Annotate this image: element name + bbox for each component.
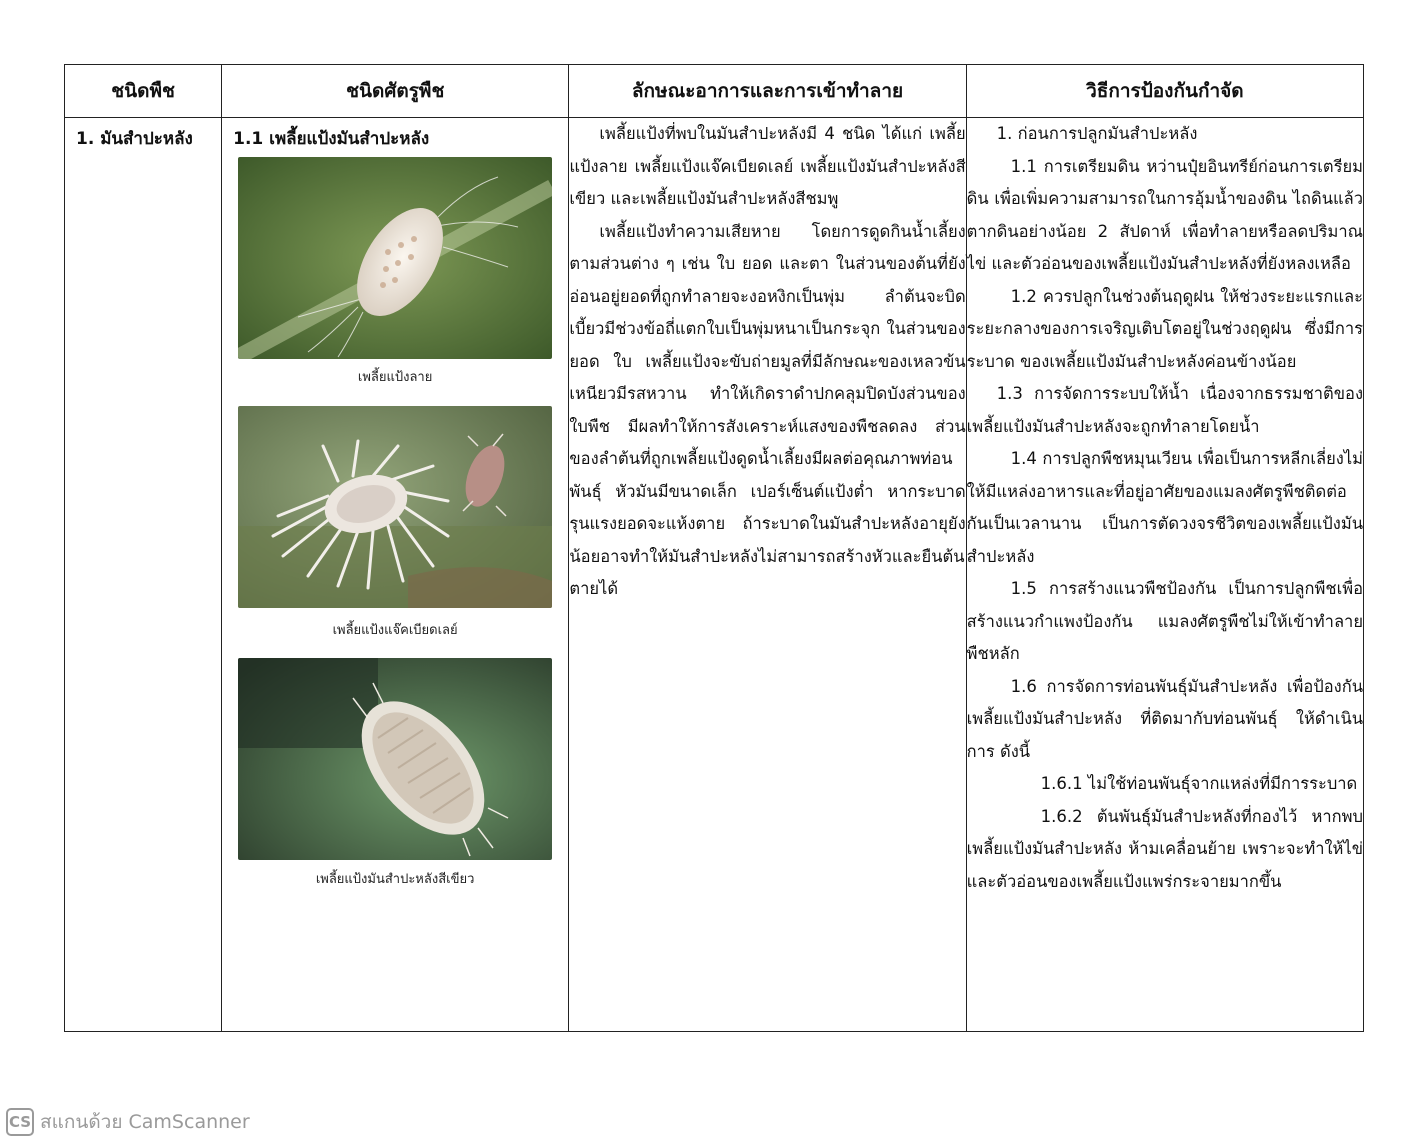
- control-item: 1.6 การจัดการท่อนพันธุ์มันสำปะหลัง เพื่อป้องกันเพลี้ยแป้งมันสำปะหลัง ที่ติดมากับท่อนพันธุ์ ให้ดำเนินการ ดังนี้: [966, 676, 1363, 761]
- control-item: 1.6.1 ไม่ใช้ท่อนพันธุ์จากแหล่งที่มีการระบาด: [1040, 774, 1358, 793]
- jack-beardsley-mealybug-photo: [238, 406, 552, 608]
- header-row: [65, 65, 1364, 118]
- header-crop-type: ชนิดพืช: [65, 65, 222, 118]
- pest-name: 1.1 เพลี้ยแป้งมันสำปะหลัง: [233, 129, 430, 149]
- table-row: [65, 118, 1364, 1032]
- control-item: 1.2 ควรปลูกในช่วงต้นฤดูฝน ให้ช่วงระยะแรกและระยะกลางของการเจริญเติบโตอยู่ในช่วงฤดูฝน ซึ่งมีการระบาด ของเพลี้ยแป้งมันสำปะหลังค่อนข้างน้อย: [966, 286, 1363, 371]
- photo-caption: เพลี้ยแป้งแจ๊คเบียดเลย์: [332, 623, 458, 638]
- control-item: 1. ก่อนการปลูกมันสำปะหลัง: [996, 124, 1198, 143]
- control-item: 1.1 การเตรียมดิน หว่านปุ๋ยอินทรีย์ก่อนการเตรียมดิน เพื่อเพิ่มความสามารถในการอุ้มน้ำของดิน ไถดินแล้วตากดินอย่างน้อย 2 สัปดาห์ เพื่อทำลายหรือลดปริมาณไข่ และตัวอ่อนของเพลี้ยแป้งมันสำปะหลังที่ยังหลงเหลือ: [966, 156, 1363, 273]
- control-item: 1.4 การปลูกพืชหมุนเวียน เพื่อเป็นการหลีกเลี่ยงไม่ให้มีแหล่งอาหารและที่อยู่อาศัยของแมลงศัตรูพืชติดต่อกันเป็นเวลานาน เป็นการตัดวงจรชีวิตของเพลี้ยแป้งมันสำปะหลัง: [966, 449, 1363, 566]
- header-control-methods: วิธีการป้องกันกำจัด: [966, 65, 1363, 118]
- watermark-text: สแกนด้วย CamScanner: [40, 1111, 250, 1133]
- crop-name: 1. มันสำปะหลัง: [76, 129, 193, 149]
- symptoms-paragraph: เพลี้ยแป้งทำความเสียหาย โดยการดูดกินน้ำเลี้ยงตามส่วนต่าง ๆ เช่น ใบ ยอด และตา ในส่วนของต้นที่ยังอ่อนอยู่ยอดที่ถูกทำลายจะงอหงิกเป็นพุ่ม ลำต้นจะบิดเบี้ยวมีช่วงข้อถี่แตกใบเป็นพุ่มหนาเป็นกระจุก ในส่วนของยอด ใบ เพลี้ยแป้งจะขับถ่ายมูลที่มีลักษณะของเหลวข้นเหนียวมีรสหวาน ทำให้เกิดราดำปกคลุมปิดบังส่วนของใบพืช มีผลทำให้การสังเคราะห์แสงของพืชลดลง ส่วนของลำต้นที่ถูกเพลี้ยแป้งดูดน้ำเลี้ยงมีผลต่อคุณภาพท่อนพันธุ์ หัวมันมีขนาดเล็ก เปอร์เซ็นต์แป้งต่ำ หากระบาดรุนแรงยอดจะแห้งตาย ถ้าระบาดในมันสำปะหลังอายุยังน้อยอาจทำให้มันสำปะหลังไม่สามารถสร้างหัวและยืนต้นตายได้: [569, 221, 966, 598]
- control-methods-cell: [966, 118, 1363, 1032]
- control-item: 1.6.2 ต้นพันธุ์มันสำปะหลังที่กองไว้ หากพบเพลี้ยแป้งมันสำปะหลัง ห้ามเคลื่อนย้าย เพราะจะทำให้ไข่ และตัวอ่อนของเพลี้ยแป้งแพร่กระจายมากขึ้น: [966, 806, 1363, 891]
- header-pest-type: ชนิดศัตรูพืช: [222, 65, 569, 118]
- pest-cell: [222, 118, 569, 1032]
- pest-control-table: [64, 64, 1364, 1032]
- control-item: 1.3 การจัดการระบบให้น้ำ เนื่องจากธรรมชาติของเพลี้ยแป้งมันสำปะหลังจะถูกทำลายโดยน้ำ: [966, 384, 1363, 436]
- green-mealybug-photo: [238, 658, 552, 860]
- symptoms-cell: [569, 118, 966, 1032]
- camscanner-watermark: [6, 1106, 250, 1138]
- striped-mealybug-photo: [238, 157, 552, 359]
- photo-block-striped-mealybug: [238, 157, 552, 387]
- photo-caption: เพลี้ยแป้งลาย: [357, 370, 433, 385]
- header-symptoms: ลักษณะอาการและการเข้าทำลาย: [569, 65, 966, 118]
- photo-block-jack-beardsley-mealybug: [238, 406, 552, 640]
- photo-block-green-mealybug: [238, 658, 552, 889]
- control-item: 1.5 การสร้างแนวพืชป้องกัน เป็นการปลูกพืชเพื่อสร้างแนวกำแพงป้องกัน แมลงศัตรูพืชไม่ให้เข้าทำลายพืชหลัก: [966, 579, 1363, 663]
- crop-cell: [65, 118, 222, 1032]
- photo-caption: เพลี้ยแป้งมันสำปะหลังสีเขียว: [315, 872, 475, 887]
- camscanner-logo-icon: CS: [6, 1108, 34, 1136]
- symptoms-paragraph: เพลี้ยแป้งที่พบในมันสำปะหลังมี 4 ชนิด ได้แก่ เพลี้ยแป้งลาย เพลี้ยแป้งแจ๊คเบียดเลย์ เพลี้ยแป้งมันสำปะหลังสีเขียว และเพลี้ยแป้งมันสำปะหลังสีชมพู: [569, 124, 966, 208]
